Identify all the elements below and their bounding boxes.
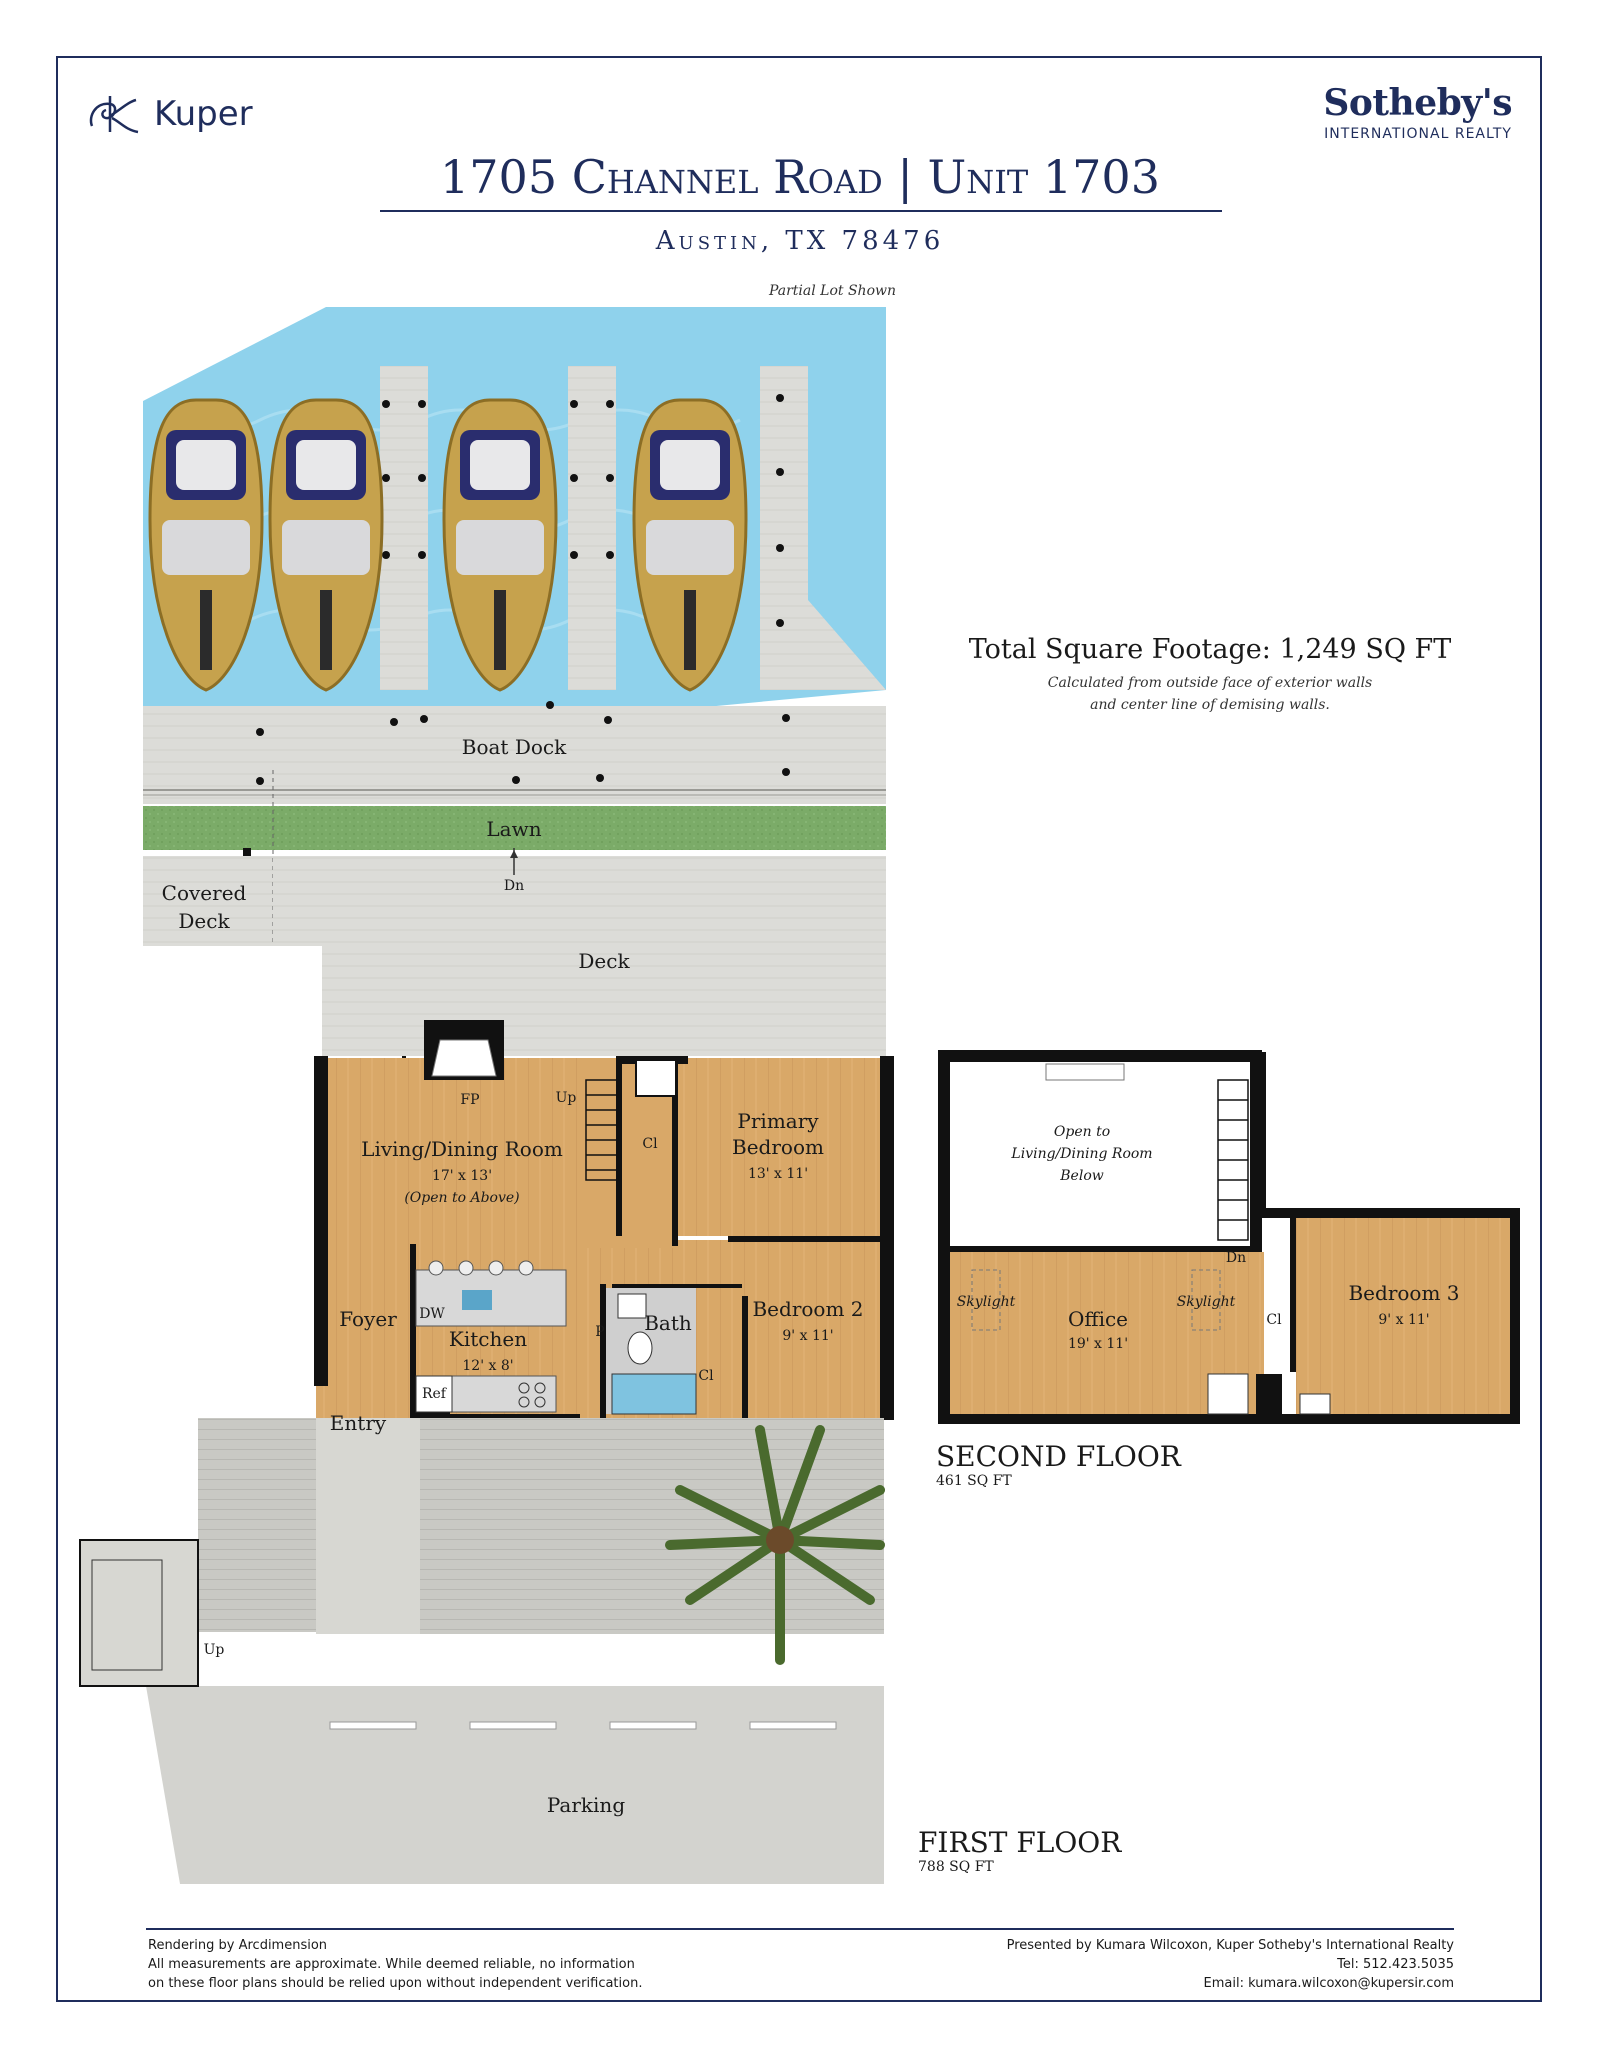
office-name: Office	[1067, 1307, 1129, 1331]
footer-disclaimer	[148, 1936, 642, 1993]
open-to-below-line-1: Open to	[1053, 1124, 1111, 1140]
first-floor-caption	[918, 1826, 1121, 1875]
kitchen-name: Kitchen	[448, 1327, 528, 1351]
footer-contact	[1007, 1936, 1454, 1993]
covered-deck-label-1: Covered	[161, 881, 247, 905]
footer-disclaimer-line-1: All measurements are approximate. While deemed reliable, no information	[148, 1957, 635, 1972]
skylight-label-2: Skylight	[1176, 1294, 1236, 1310]
first-floor-sqft: 788 SQ FT	[918, 1859, 994, 1875]
primary-bedroom-dimensions: 13' x 11'	[747, 1166, 809, 1182]
entry-stairs-up-label: Up	[203, 1642, 225, 1658]
footer-divider	[146, 1928, 1454, 1930]
footer-presented-by: Presented by Kumara Wilcoxon, Kuper Sotheby's International Realty	[1006, 1938, 1454, 1953]
sothebys-brand: Sotheby's	[1323, 82, 1512, 124]
entry-stairs	[80, 1540, 198, 1686]
parking-label: Parking	[546, 1793, 626, 1817]
foyer-label: Foyer	[339, 1307, 397, 1331]
lawn-label: Lawn	[486, 817, 542, 841]
bath-label: Bath	[644, 1311, 692, 1335]
skylight-label-1: Skylight	[956, 1294, 1016, 1310]
primary-bedroom-name-1: Primary	[737, 1109, 819, 1133]
page-subtitle: Austin, TX 78476	[655, 226, 945, 256]
primary-bedroom-name-2: Bedroom	[732, 1135, 824, 1159]
lawn-dn-label: Dn	[503, 878, 525, 894]
open-to-below-line-2: Living/Dining Room	[1011, 1146, 1153, 1162]
closet-label-1: Cl	[642, 1136, 658, 1152]
bedroom-2-name: Bedroom 2	[752, 1297, 864, 1321]
refrigerator-label: Ref	[421, 1386, 447, 1402]
footer-disclaimer-line-2: on these floor plans should be relied upon without independent verification.	[148, 1976, 643, 1991]
shower	[612, 1374, 696, 1414]
total-square-footage: Total Square Footage: 1,249 SQ FT	[968, 634, 1452, 665]
office-dimensions: 19' x 11'	[1067, 1336, 1129, 1352]
second-floor-closet-label: Cl	[1266, 1312, 1282, 1328]
living-room-note: (Open to Above)	[404, 1190, 520, 1206]
boat-dock-label: Boat Dock	[461, 735, 567, 759]
bedroom-3-name: Bedroom 3	[1348, 1281, 1460, 1305]
square-footage-note-line-2: and center line of demising walls.	[1090, 697, 1330, 713]
stairs-up-label: Up	[555, 1090, 577, 1106]
entry-label: Entry	[329, 1411, 387, 1435]
open-to-below-line-3: Below	[1060, 1168, 1104, 1184]
partial-lot-note: Partial Lot Shown	[768, 283, 896, 299]
toilet	[628, 1332, 652, 1364]
first-floor-label: FIRST FLOOR	[918, 1826, 1122, 1859]
living-room-name: Living/Dining Room	[361, 1137, 563, 1161]
kuper-logo-text: Kuper	[154, 94, 253, 134]
footer-phone: Tel: 512.423.5035	[1337, 1957, 1454, 1972]
covered-deck-label-2: Deck	[178, 909, 230, 933]
dishwasher-label: DW	[419, 1306, 445, 1322]
pantry-label: P	[595, 1324, 605, 1340]
square-footage-note-line-1: Calculated from outside face of exterior walls	[1047, 675, 1373, 691]
bath-sink	[618, 1294, 646, 1318]
page-title: 1705 Channel Road | Unit 1703	[440, 150, 1160, 204]
dock-pier-2	[568, 366, 616, 690]
fireplace	[424, 1020, 504, 1080]
second-floor-caption	[936, 1440, 1181, 1489]
living-room-dimensions: 17' x 13'	[431, 1168, 493, 1184]
sothebys-sub: INTERNATIONAL REALTY	[1324, 126, 1512, 142]
bedroom-3-dimensions: 9' x 11'	[1378, 1312, 1430, 1328]
kitchen-dimensions: 12' x 8'	[462, 1358, 514, 1374]
bedroom-2-dimensions: 9' x 11'	[782, 1328, 834, 1344]
second-floor-dn-label: Dn	[1225, 1250, 1247, 1266]
closet-label-2: Cl	[698, 1368, 714, 1384]
second-floor-label: SECOND FLOOR	[936, 1440, 1181, 1473]
footer-rendering-credit: Rendering by Arcdimension	[148, 1938, 328, 1953]
footer-email[interactable]: Email: kumara.wilcoxon@kupersir.com	[1203, 1976, 1454, 1991]
parking	[146, 1686, 884, 1884]
deck-label: Deck	[578, 949, 630, 973]
dock-pier-1	[380, 366, 428, 690]
second-floor-sqft: 461 SQ FT	[936, 1473, 1012, 1489]
fireplace-label: FP	[460, 1092, 480, 1108]
